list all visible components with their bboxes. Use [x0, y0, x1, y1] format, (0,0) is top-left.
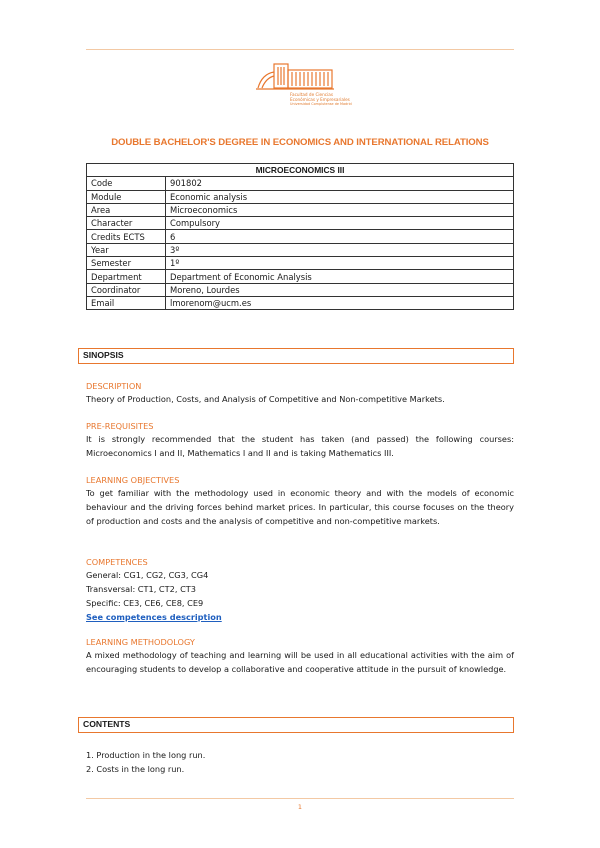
row-key: Year [87, 243, 166, 256]
row-value: Economic analysis [166, 190, 514, 203]
row-key: Semester [87, 257, 166, 270]
objectives-block [86, 474, 514, 528]
row-key: Module [87, 190, 166, 203]
objectives-text: To get familiar with the methodology used in economic theory and with the models of economic behaviour and the driving forces behind market prices. In particular, this course focuses on the theory of production and costs and the analysis of competitive and non-competitive markets. [86, 488, 514, 526]
course-name: MICROECONOMICS III [87, 164, 514, 177]
row-value: 3º [166, 243, 514, 256]
list-item: 1. Production in the long run. [86, 750, 206, 760]
row-value: 901802 [166, 177, 514, 190]
competences-specific: Specific: CE3, CE6, CE8, CE9 [86, 598, 204, 608]
logo-caption-1: Facultad de Ciencias [290, 92, 334, 97]
row-value: 6 [166, 230, 514, 243]
description-heading: DESCRIPTION [86, 381, 142, 391]
row-key: Character [87, 217, 166, 230]
row-key: Code [87, 177, 166, 190]
row-key: Department [87, 270, 166, 283]
prerequisites-heading: PRE-REQUISITES [86, 421, 154, 431]
table-header-row [87, 164, 514, 177]
row-value: 1º [166, 257, 514, 270]
row-value: Microeconomics [166, 203, 514, 216]
competences-general: General: CG1, CG2, CG3, CG4 [86, 570, 209, 580]
table-row [87, 270, 514, 283]
table-row [87, 203, 514, 216]
prerequisites-block [86, 420, 514, 460]
row-value: Compulsory [166, 217, 514, 230]
competences-description-link[interactable]: See competences description [86, 612, 222, 622]
logo-caption-2: Económicas y Empresariales [290, 97, 350, 102]
sinopsis-section-header: SINOPSIS [78, 348, 514, 364]
table-row [87, 283, 514, 296]
competences-heading: COMPETENCES [86, 557, 148, 567]
degree-title: DOUBLE BACHELOR'S DEGREE IN ECONOMICS AND INTERNATIONAL RELATIONS [111, 137, 489, 148]
table-row [87, 177, 514, 190]
description-block [86, 380, 514, 406]
table-row [87, 230, 514, 243]
table-row [87, 296, 514, 309]
faculty-logo [252, 58, 352, 110]
course-info-table [86, 163, 514, 310]
methodology-text: A mixed methodology of teaching and learning will be used in all educational activities with the aim of encouraging students to develop a collaborative and cooperative attitude in the pursuit of knowledge. [86, 650, 514, 674]
competences-block [86, 556, 514, 624]
table-row [87, 257, 514, 270]
table-row [87, 243, 514, 256]
bottom-rule [86, 798, 514, 799]
top-rule [86, 49, 514, 50]
methodology-block [86, 636, 514, 676]
page-number: 1 [297, 803, 303, 811]
contents-list [86, 748, 514, 776]
row-key: Coordinator [87, 283, 166, 296]
prerequisites-text: It is strongly recommended that the student has taken (and passed) the following courses: Microeconomics I and II, Mathematics I and II and is taking Mathematics III. [86, 434, 514, 458]
table-row [87, 190, 514, 203]
methodology-heading: LEARNING METHODOLOGY [86, 637, 195, 647]
row-key: Area [87, 203, 166, 216]
row-value: Moreno, Lourdes [166, 283, 514, 296]
row-key: Credits ECTS [87, 230, 166, 243]
row-value: lmorenom@ucm.es [166, 296, 514, 309]
list-item: 2. Costs in the long run. [86, 764, 185, 774]
contents-section-header: CONTENTS [78, 717, 514, 733]
row-value: Department of Economic Analysis [166, 270, 514, 283]
row-key: Email [87, 296, 166, 309]
description-text: Theory of Production, Costs, and Analysis of Competitive and Non-competitive Markets. [86, 394, 445, 404]
logo-caption-3: Universidad Complutense de Madrid [290, 102, 352, 106]
competences-transversal: Transversal: CT1, CT2, CT3 [86, 584, 196, 594]
table-row [87, 217, 514, 230]
objectives-heading: LEARNING OBJECTIVES [86, 475, 180, 485]
